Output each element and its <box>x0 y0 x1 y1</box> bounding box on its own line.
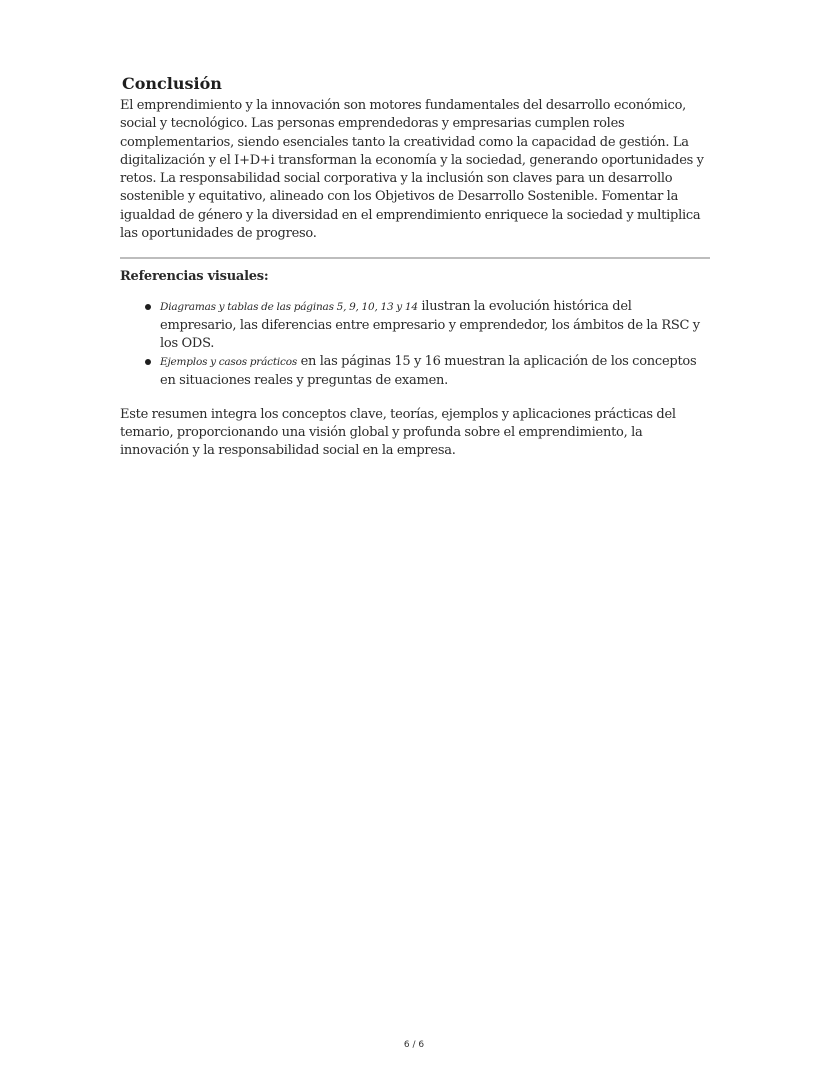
reference-italic-label: Ejemplos y casos prácticos <box>160 356 298 369</box>
document-page <box>120 74 710 461</box>
summary-paragraph: Este resumen integra los conceptos clave, teorías, ejemplos y aplicaciones prácticas del temario, proporcionando una visión global y profunda sobre el emprendimiento, la innovación y la responsabilidad social en la empresa. <box>120 406 676 459</box>
list-item <box>160 353 710 390</box>
horizontal-divider <box>120 257 710 259</box>
references-list <box>120 298 710 389</box>
conclusion-paragraph: El emprendimiento y la innovación son motores fundamentales del desarrollo económico, social y tecnológico. Las personas emprendedoras y empresarias cumplen roles complementarios, siendo esenciales tanto la creatividad como la capacidad de gestión. La digitalización y el I+D+i transforman la economía y la sociedad, generando oportunidades y retos. La responsabilidad social corporativa y la inclusión son claves para un desarrollo sostenible y equitativo, alineado con los Objetivos de Desarrollo Sostenible. Fomentar la igualdad de género y la diversidad en el emprendimiento enriquece la sociedad y multiplica las oportunidades de progreso. <box>120 98 704 242</box>
reference-italic-label: Diagramas y tablas de las páginas 5, 9, 10, 13 y 14 <box>160 301 418 314</box>
references-heading: Referencias visuales: <box>120 269 269 285</box>
reference-text: ilustran la evolución histórica del empresario, las diferencias entre empresario y emprendedor, los ámbitos de la RSC y los ODS. <box>160 299 700 351</box>
bullet-icon <box>145 359 151 365</box>
bullet-icon <box>145 304 151 310</box>
page-number: 6 / 6 <box>403 1040 425 1050</box>
list-item <box>160 298 710 353</box>
reference-text: en las páginas 15 y 16 muestran la aplicación de los conceptos en situaciones reales y preguntas de examen. <box>160 354 697 388</box>
section-heading: Conclusión <box>122 74 222 93</box>
